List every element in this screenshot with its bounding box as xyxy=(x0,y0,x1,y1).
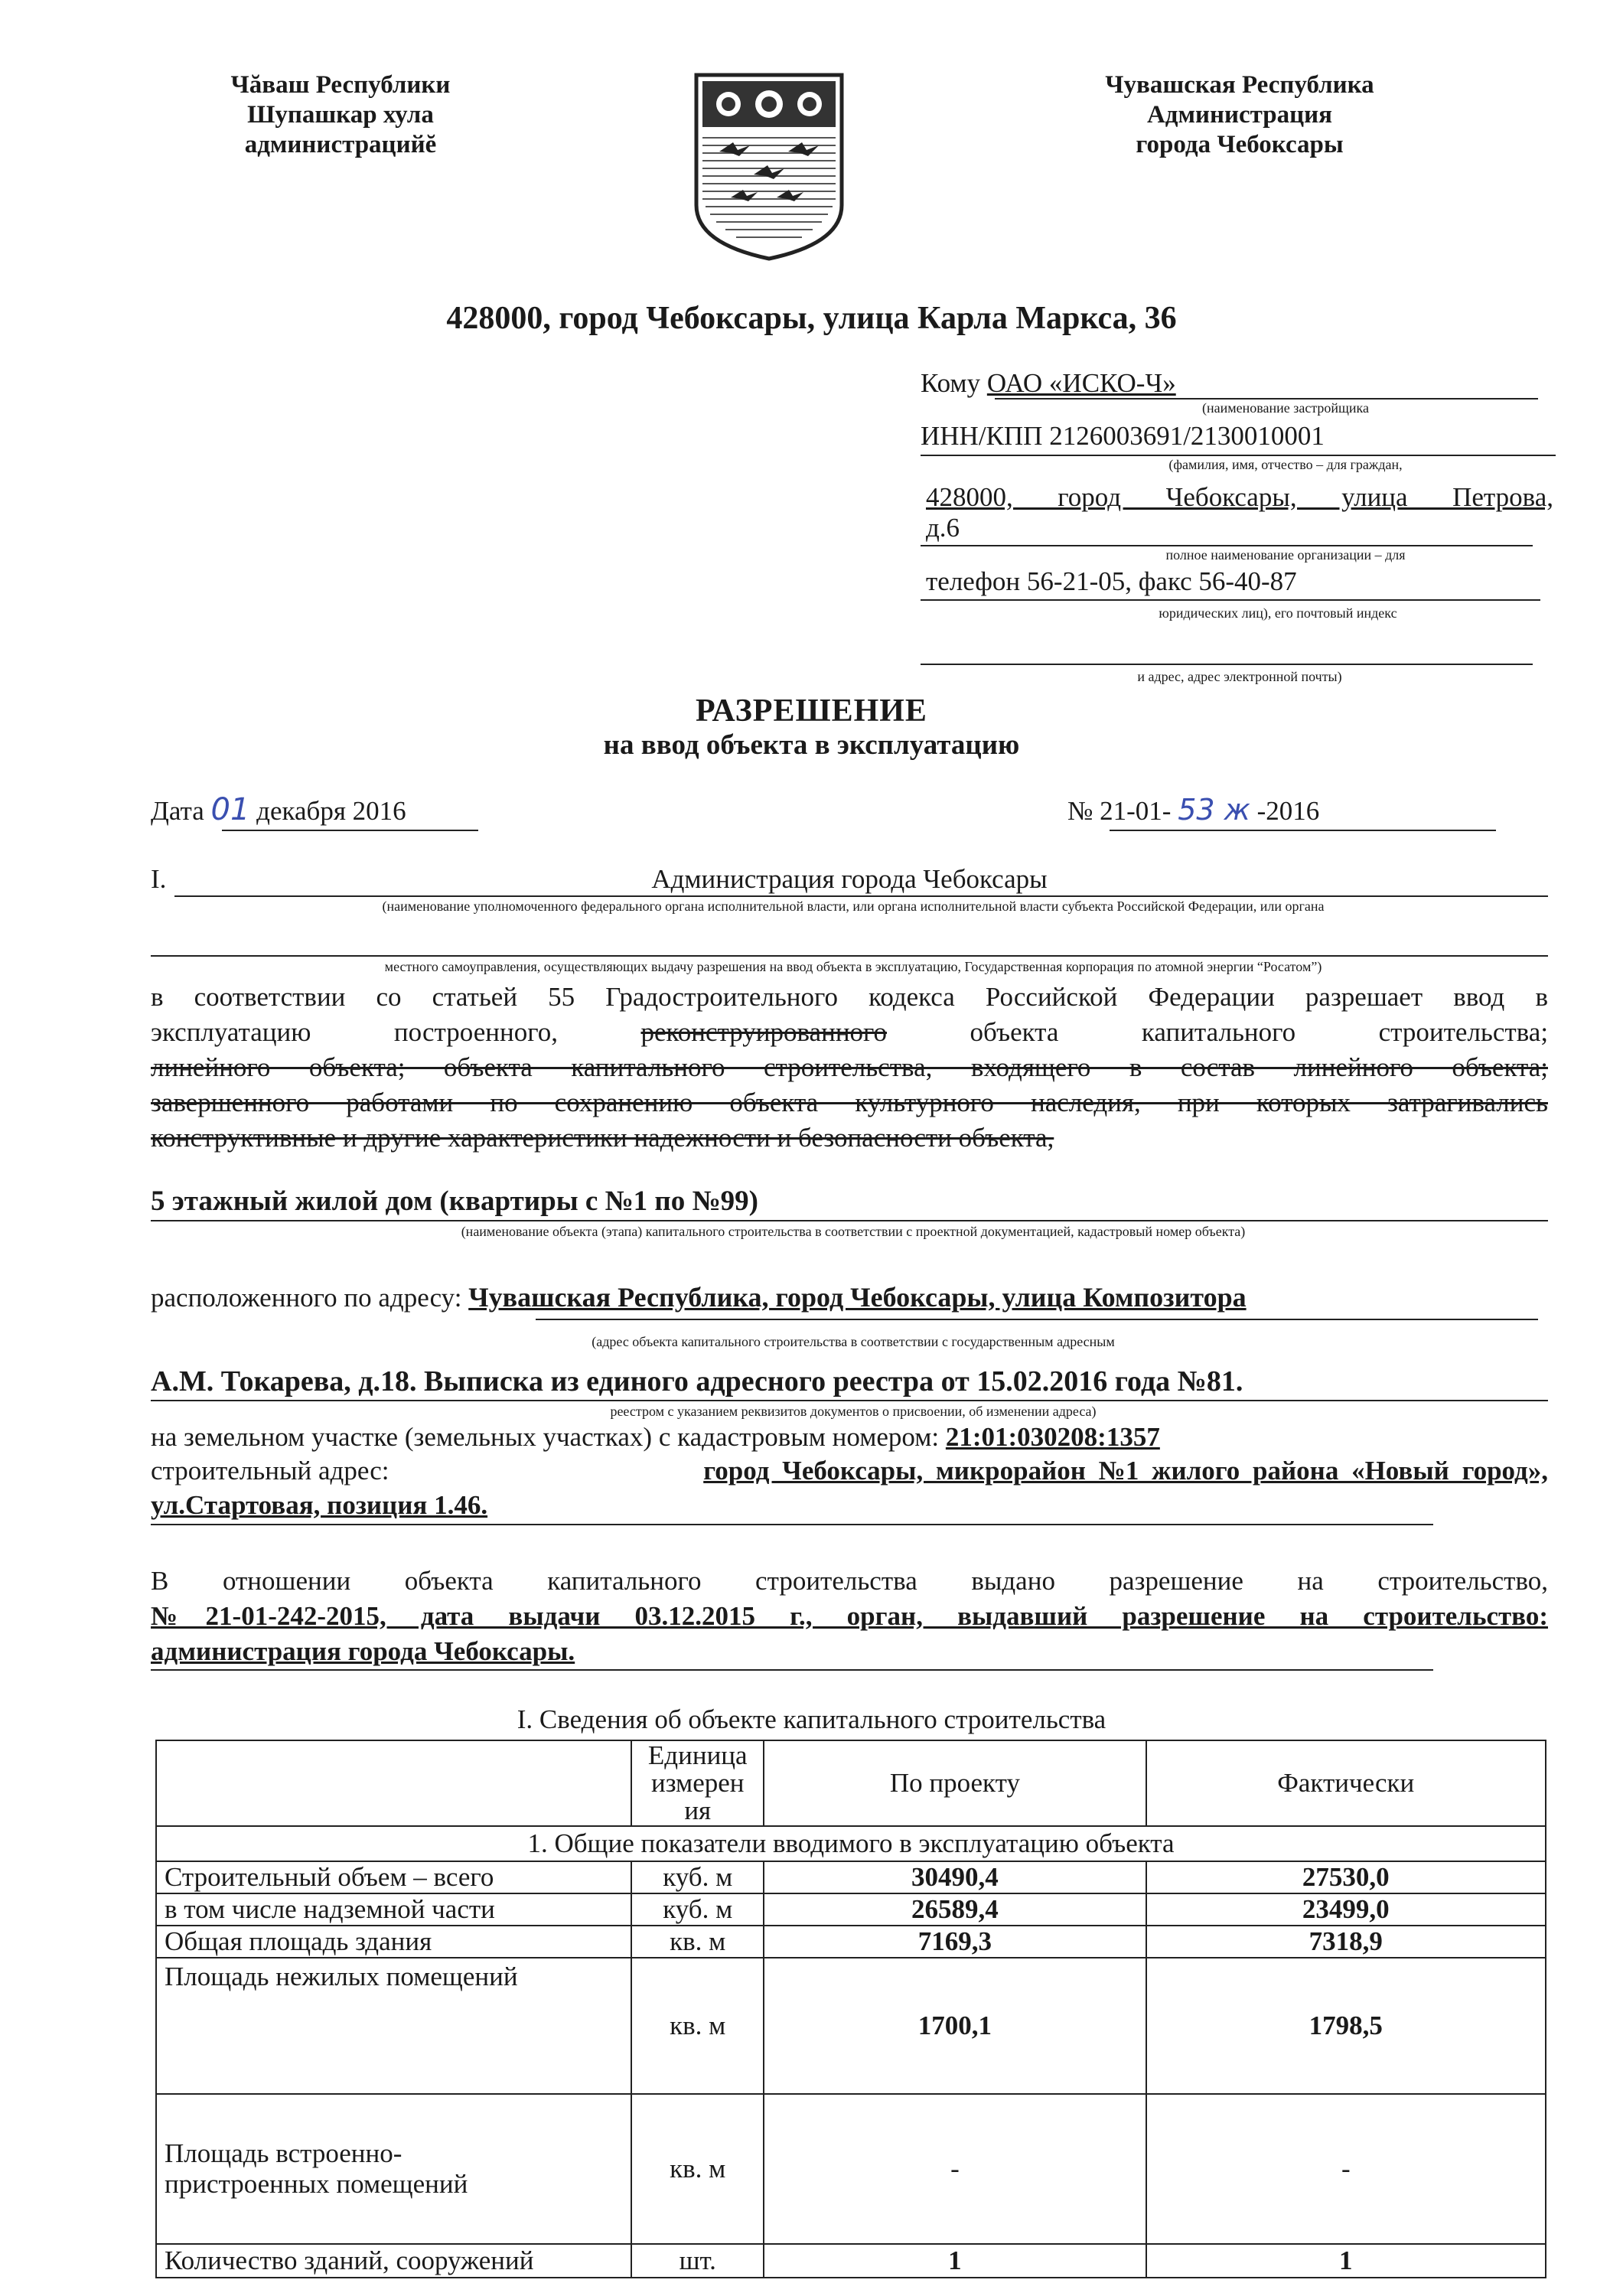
object-line xyxy=(151,1220,1548,1221)
number-field xyxy=(1067,792,1319,829)
table-cell-fact: 1 xyxy=(1146,2244,1546,2278)
recipient-note: (наименование застройщика xyxy=(1201,400,1370,416)
authority-note: местного самоуправления, осуществляющих выдачу разрешения на ввод объекта в эксплуатацию, Государственная корпорация по атомной энергии “Росатом”) xyxy=(384,959,1322,974)
section-roman: I. xyxy=(151,864,167,894)
recipient-address: 428000, город Чебоксары, улица Петрова, xyxy=(926,482,1553,512)
authority-note: (наименование уполномоченного федерального органа исполнительной власти, или органа исполнительной власти субъекта Российской Федерации, или органа xyxy=(382,899,1325,914)
paragraph-fragment: объекта капитального строительства; xyxy=(970,1017,1549,1047)
header-right-line: города Чебоксары xyxy=(1136,131,1344,158)
table-group-title: 1. Общие показатели вводимого в эксплуатацию объекта xyxy=(156,1826,1546,1861)
table-cell-project: - xyxy=(764,2094,1146,2244)
build-address-line xyxy=(151,1524,1433,1525)
permit-underline xyxy=(151,1669,1433,1671)
table-cell-name-line: Площадь встроенно- xyxy=(165,2138,402,2168)
cadastral-number: 21:01:030208:1357 xyxy=(945,1422,1160,1452)
recipient-line xyxy=(921,545,1533,546)
permission-paragraph xyxy=(151,980,1548,1156)
recipient-address-cont: д.6 xyxy=(926,513,960,543)
unit-header-line: ия xyxy=(684,1795,712,1825)
table-cell-project: 1700,1 xyxy=(764,1958,1146,2094)
table-cell-name xyxy=(156,2094,631,2244)
unit-header-line: измерен xyxy=(651,1768,745,1798)
table-header-row xyxy=(156,1740,1546,1826)
paragraph-fragment: эксплуатацию построенного, xyxy=(151,1017,558,1047)
date-day: 01 xyxy=(210,792,250,827)
table-header-cell: По проекту xyxy=(764,1740,1146,1826)
header-left-line: Чăваш Республики xyxy=(230,71,451,99)
date-label: Дата xyxy=(151,796,204,826)
header-left-line: Шупашкар хула xyxy=(247,101,434,129)
construction-permit xyxy=(151,1564,1548,1669)
land-plot-label: на земельном участке (земельных участках) с кадастровым номером: xyxy=(151,1422,940,1452)
table-cell-unit: шт. xyxy=(631,2244,764,2278)
recipient-note: и адрес, адрес электронной почты) xyxy=(1137,669,1342,684)
location-note: реестром с указанием реквизитов документов о присвоении, об изменении адреса) xyxy=(610,1404,1097,1419)
table-cell-name: в том числе надземной части xyxy=(156,1893,631,1926)
location-value-cont: А.М. Токарева, д.18. Выписка из единого адресного реестра от 15.02.2016 года №81. xyxy=(151,1365,1243,1397)
date-rest: декабря 2016 xyxy=(256,796,406,826)
table-row xyxy=(156,1893,1546,1926)
recipient-to-value: ОАО «ИСКО-Ч» xyxy=(986,368,1176,398)
object-note: (наименование объекта (этапа) капитального строительства в соответствии с проектной документацией, кадастровый номер объекта) xyxy=(461,1224,1246,1239)
table-caption: I. Сведения об объекте капитального строительства xyxy=(517,1704,1106,1734)
build-address-value-cont: ул.Стартовая, позиция 1.46. xyxy=(151,1490,488,1520)
issuing-authority: Администрация города Чебоксары xyxy=(651,864,1048,894)
location xyxy=(151,1280,1247,1316)
build-address xyxy=(151,1453,1548,1489)
table-cell-project: 26589,4 xyxy=(764,1893,1146,1926)
paragraph-struck-line: линейного объекта; объекта капитального строительства, входящего в состав линейного объекта; xyxy=(151,1052,1548,1082)
recipient-line xyxy=(995,398,1538,400)
paragraph-line: в соответствии со статьей 55 Градостроительного кодекса Российской Федерации разрешает ввод в xyxy=(151,982,1548,1012)
object-data-table xyxy=(155,1740,1546,2278)
paragraph-struck-line: завершенного работами по сохранению объекта культурного наследия, при которых затрагивались xyxy=(151,1088,1548,1117)
recipient-phone: телефон 56-21-05, факс 56-40-87 xyxy=(926,566,1297,596)
recipient-to xyxy=(921,366,1176,401)
table-row xyxy=(156,1926,1546,1958)
table-cell-name: Площадь нежилых помещений xyxy=(156,1958,631,2094)
object-name: 5 этажный жилой дом (квартиры с №1 по №99) xyxy=(151,1186,759,1217)
table-group-row xyxy=(156,1826,1546,1861)
table-row xyxy=(156,1958,1546,2094)
recipient-to-label: Кому xyxy=(921,368,981,398)
land-plot xyxy=(151,1420,1160,1455)
recipient-line xyxy=(921,599,1540,601)
header-left-line: администрацийĕ xyxy=(244,131,437,158)
number-prefix: 21-01- xyxy=(1100,796,1172,826)
table-cell-fact: 27530,0 xyxy=(1146,1861,1546,1893)
permit-line: №21-01-242-2015, дата выдачи 03.12.2015 г., орган, выдавший разрешение на строительство: xyxy=(151,1601,1548,1631)
build-address-value: город Чебоксары, микрорайон №1 жилого района «Новый город», xyxy=(703,1456,1548,1486)
document-title: РАЗРЕШЕНИЕ xyxy=(696,693,927,729)
table-cell-project: 1 xyxy=(764,2244,1146,2278)
table-cell-name: Общая площадь здания xyxy=(156,1926,631,1958)
table-cell-unit: куб. м xyxy=(631,1861,764,1893)
table-cell-name-line: пристроенных помещений xyxy=(165,2169,468,2199)
table-cell-unit: куб. м xyxy=(631,1893,764,1926)
table-cell-fact: 23499,0 xyxy=(1146,1893,1546,1926)
recipient-line xyxy=(921,455,1556,456)
header-right-line: Чувашская Республика xyxy=(1105,71,1374,99)
recipient-note: (фамилия, имя, отчество – для граждан, xyxy=(1168,457,1403,472)
date-field xyxy=(151,792,406,829)
build-address-label: строительный адрес: xyxy=(151,1456,389,1486)
office-address: 428000, город Чебоксары, улица Карла Маркса, 36 xyxy=(446,301,1177,336)
unit-header-line: Единица xyxy=(647,1740,748,1770)
header-left xyxy=(176,70,505,160)
number-label: № xyxy=(1067,796,1093,826)
table-cell-name: Строительный объем – всего xyxy=(156,1861,631,1893)
permit-line: В отношении объекта капитального строительства выдано разрешение на строительство, xyxy=(151,1566,1548,1596)
table-cell-unit: кв. м xyxy=(631,1926,764,1958)
authority-line xyxy=(174,895,1548,897)
table-header-cell xyxy=(631,1740,764,1826)
location-line xyxy=(151,1400,1548,1401)
authority-line xyxy=(151,955,1548,957)
header-right-line: Администрация xyxy=(1146,101,1333,129)
coat-of-arms-emblem xyxy=(689,67,849,266)
table-row xyxy=(156,2244,1546,2278)
table-cell-fact: 1798,5 xyxy=(1146,1958,1546,2094)
table-cell-name: Количество зданий, сооружений xyxy=(156,2244,631,2278)
location-note: (адрес объекта капитального строительства в соответствии с государственным адресным xyxy=(592,1334,1115,1349)
table-cell-fact: - xyxy=(1146,2094,1546,2244)
table-cell-unit: кв. м xyxy=(631,2094,764,2244)
table-header-cell xyxy=(156,1740,631,1826)
recipient-note: юридических лиц), его почтовый индекс xyxy=(1159,605,1397,621)
table-cell-unit: кв. м xyxy=(631,1958,764,2094)
date-underline xyxy=(222,830,478,831)
number-suffix: -2016 xyxy=(1256,796,1320,826)
number-handwritten: 53 ж xyxy=(1178,793,1250,827)
table-row xyxy=(156,2094,1546,2244)
table-row xyxy=(156,1861,1546,1893)
recipient-note: полное наименование организации – для xyxy=(1165,547,1406,563)
table-cell-project: 30490,4 xyxy=(764,1861,1146,1893)
recipient-line xyxy=(921,664,1533,665)
paragraph-struck-fragment: реконструированного xyxy=(640,1017,888,1047)
location-label: расположенного по адресу: xyxy=(151,1283,462,1313)
recipient-inn: ИНН/КПП 2126003691/2130010001 xyxy=(921,421,1325,451)
table-header-cell: Фактически xyxy=(1146,1740,1546,1826)
permit-line: администрация города Чебоксары. xyxy=(151,1636,575,1666)
document-subtitle: на ввод объекта в эксплуатацию xyxy=(603,729,1020,761)
table-cell-project: 7169,3 xyxy=(764,1926,1146,1958)
number-underline xyxy=(1110,830,1496,831)
paragraph-struck-line: конструктивные и другие характеристики надежности и безопасности объекта, xyxy=(151,1123,1054,1153)
header-right xyxy=(1056,70,1423,160)
table-cell-fact: 7318,9 xyxy=(1146,1926,1546,1958)
paragraph-line xyxy=(151,1015,1548,1050)
location-line xyxy=(536,1319,1538,1320)
location-value: Чувашская Республика, город Чебоксары, улица Композитора xyxy=(468,1282,1247,1313)
